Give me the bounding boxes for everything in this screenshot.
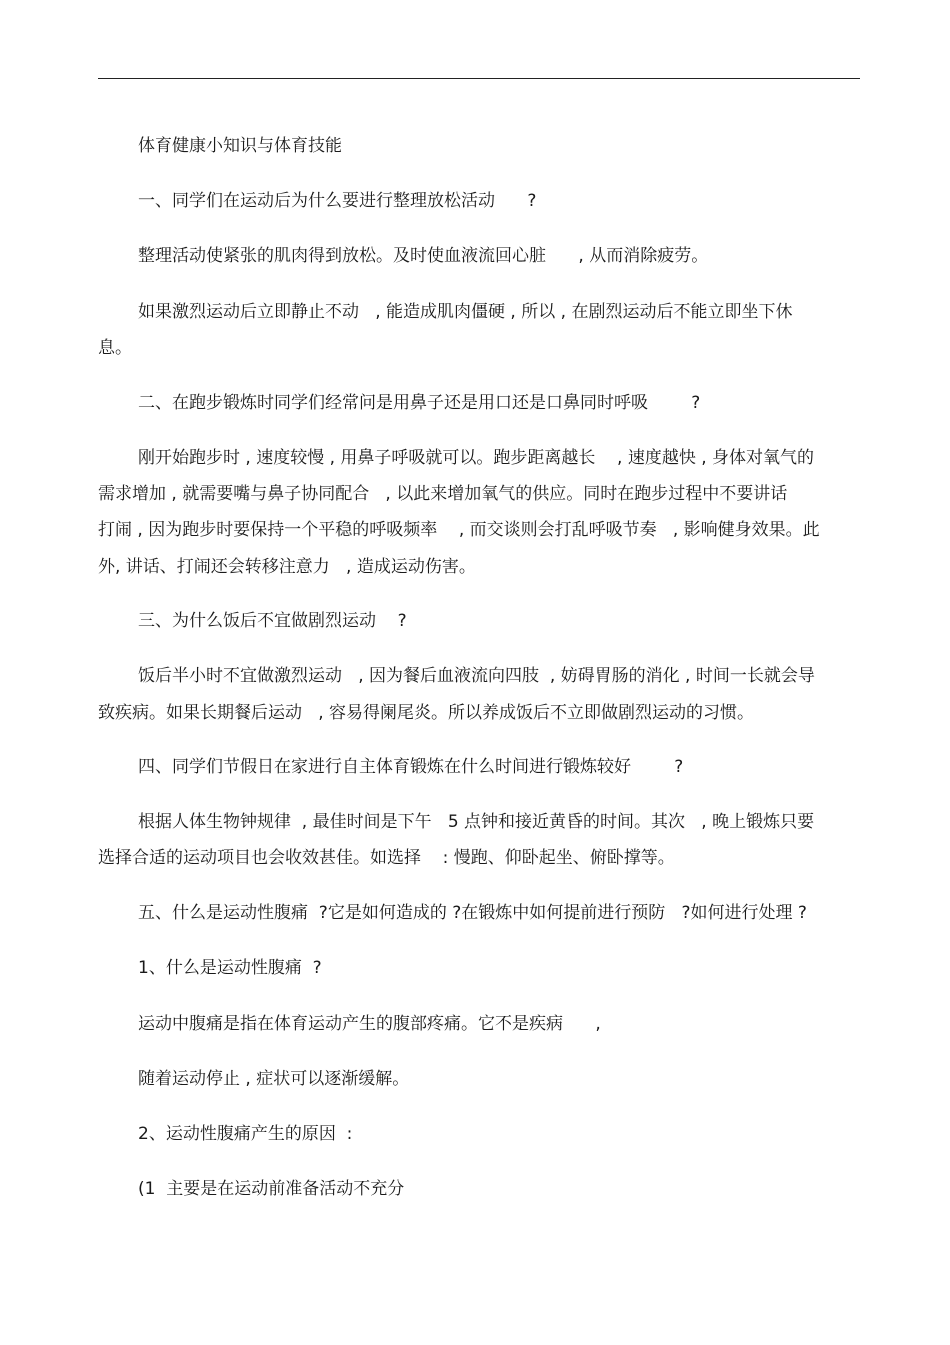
answer-1-line-2: 如果激烈运动后立即静止不动 , 能造成肌肉僵硬 , 所以 , 在剧烈运动后不能立即坐下休 — [138, 302, 793, 322]
answer-5-1-line-1: 运动中腹痛是指在体育运动产生的腹部疼痛。它不是疾病 , — [138, 1014, 601, 1034]
question-2: 二、在跑步锻炼时同学们经常问是用鼻子还是用口还是口鼻同时呼吸 ? — [138, 393, 701, 413]
answer-4-line-2: 选择合适的运动项目也会收效甚佳。如选择 : 慢跑、仰卧起坐、俯卧撑等。 — [98, 848, 675, 868]
answer-3-line-1: 饭后半小时不宜做激烈运动 , 因为餐后血液流向四肢 , 妨碍胃肠的消化 , 时间一长就会导 — [138, 666, 815, 686]
answer-1-line-3: 息。 — [98, 338, 132, 358]
document-title: 体育健康小知识与体育技能 — [138, 136, 342, 156]
question-3: 三、为什么饭后不宜做剧烈运动 ? — [138, 611, 407, 631]
answer-2-line-3: 打闹 , 因为跑步时要保持一个平稳的呼吸频率 , 而交谈则会打乱呼吸节奏 , 影响健身效果。此 — [98, 520, 820, 540]
question-4: 四、同学们节假日在家进行自主体育锻炼在什么时间进行锻炼较好 ? — [138, 757, 684, 777]
question-5: 五、什么是运动性腹痛 ?它是如何造成的 ?在锻炼中如何提前进行预防 ?如何进行处理 ? — [138, 903, 807, 923]
answer-2-line-1: 刚开始跑步时 , 速度较慢 , 用鼻子呼吸就可以。跑步距离越长 , 速度越快 , 身体对氧气的 — [138, 448, 815, 468]
answer-2-line-2: 需求增加 , 就需要嘴与鼻子协同配合 , 以此来增加氧气的供应。同时在跑步过程中不要讲话 — [98, 484, 788, 504]
subheading-5-2: 2、运动性腹痛产生的原因 : — [138, 1124, 353, 1144]
answer-1-line-1: 整理活动使紧张的肌肉得到放松。及时使血液流回心脏 , 从而消除疲劳。 — [138, 246, 709, 266]
header-rule — [98, 78, 860, 79]
subheading-5-1: 1、什么是运动性腹痛 ? — [138, 958, 322, 978]
answer-4-line-1: 根据人体生物钟规律 , 最佳时间是下午 5 点钟和接近黄昏的时间。其次 , 晚上锻炼只要 — [138, 812, 815, 832]
question-1: 一、同学们在运动后为什么要进行整理放松活动 ? — [138, 191, 537, 211]
answer-3-line-2: 致疾病。如果长期餐后运动 , 容易得阑尾炎。所以养成饭后不立即做剧烈运动的习惯。 — [98, 703, 755, 723]
answer-5-2-line-1: (1 主要是在运动前准备活动不充分 — [138, 1179, 405, 1199]
answer-5-1-line-2: 随着运动停止 , 症状可以逐渐缓解。 — [138, 1069, 410, 1089]
answer-2-line-4: 外, 讲话、打闹还会转移注意力 , 造成运动伤害。 — [98, 557, 476, 577]
